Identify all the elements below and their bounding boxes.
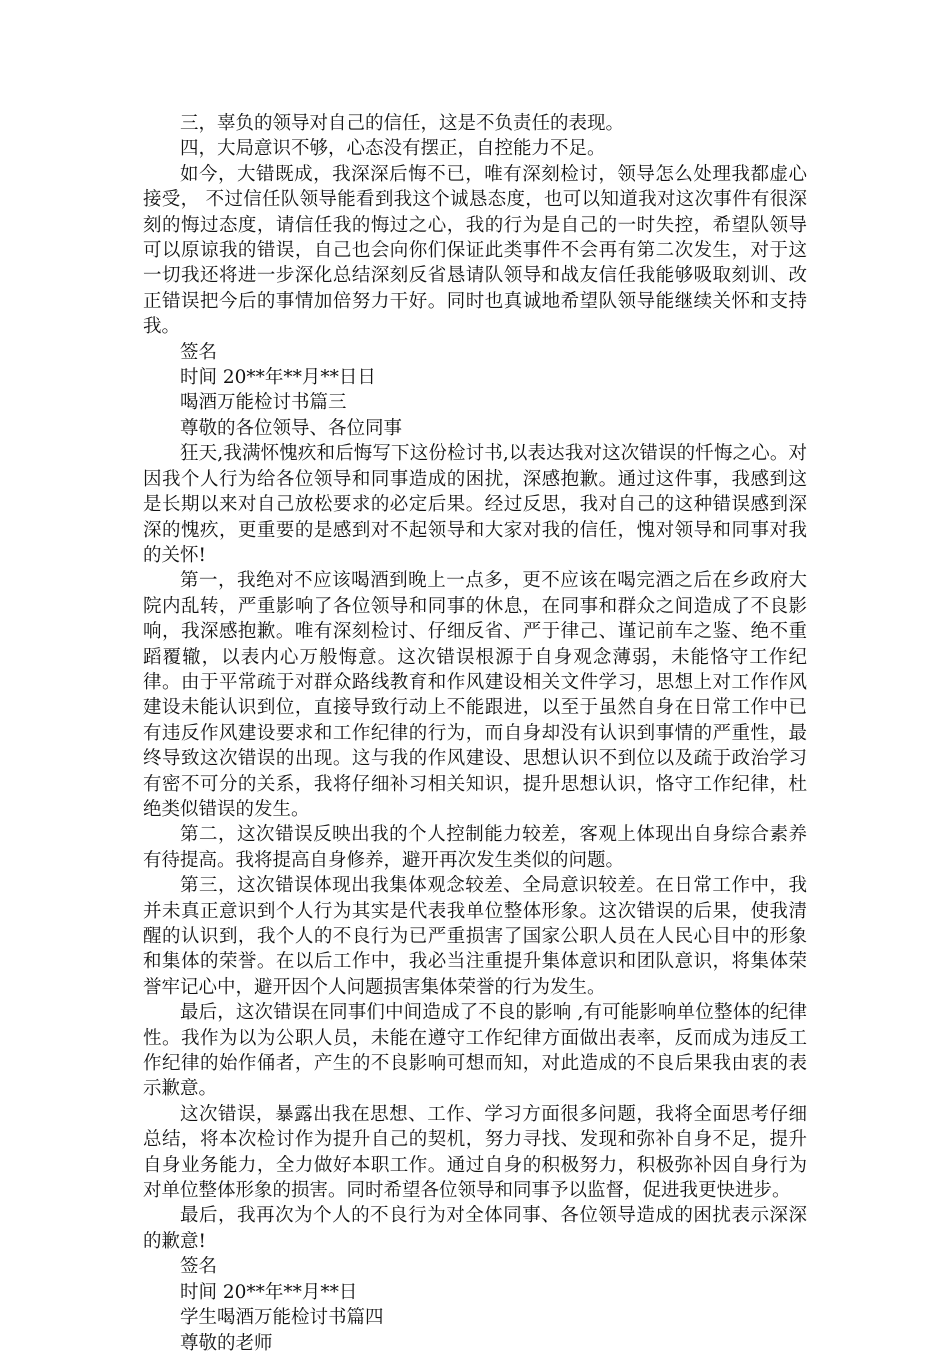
salutation: 尊敬的各位领导、各位同事 xyxy=(180,417,403,439)
paragraph-first: 第一，我绝对不应该喝酒到晚上一点多，更不应该在喝完酒之后在乡政府大院内乱转，严重影响了各位领导和同事的休息，在同事和群众之间造成了不良影响，我深感抱歉。唯有深刻检讨、仔细反省、严于律己、谨记前车之鉴、绝不重蹈覆辙，以表内心万般悔意。这次错误根源于自身观念薄弱，未能恪守工作纪律。由于平常疏于对群众路线教育和作风建设相关文件学习，思想上对工作作风建设未能认识到位，直接导致行动上不能跟进，以至于虽然自身在日常工作中已有违反作风建设要求和工作纪律的行为，而自身却没有认识到事情的严重性，最终导致这次错误的出现。这与我的作风建设、思想认识不到位以及疏于政治学习有密不可分的关系，我将仔细补习相关知识，提升思想认识，恪守工作纪律，杜绝类似错误的发生。 xyxy=(143,570,807,820)
paragraph-reflection: 这次错误，暴露出我在思想、工作、学习方面很多问题，我将全面思考仔细总结，将本次检讨作为提升自己的契机，努力寻找、发现和弥补自身不足，提升自身业务能力，全力做好本职工作。通过自身的积极努力，积极弥补因自身行为对单位整体形象的损害。同时希望各位领导和同事予以监督，促进我更快进步。 xyxy=(143,1103,807,1202)
salutation: 尊敬的老师 xyxy=(180,1332,273,1354)
signature-label: 签名 xyxy=(180,341,218,363)
date-line: 时间 20**年**月**日日 xyxy=(180,367,376,389)
paragraph-finally: 最后，这次错误在同事们中间造成了不良的影响 ,有可能影响单位整体的纪律性。我作为以为公职人员，未能在遵守工作纪律方面做出表率，反而成为违反工作纪律的始作俑者，产生的不良影响可想而知，对此造成的不良后果我由衷的表示歉意。 xyxy=(143,1002,807,1100)
paragraph-third: 第三，这次错误体现出我集体观念较差、全局意识较差。在日常工作中，我并未真正意识到个人行为其实是代表我单位整体形象。这次错误的后果，使我清醒的认识到，我个人的不良行为已严重损害了国家公职人员在人民心目中的形象和集体的荣誉。在以后工作中，我必当注重提升集体意识和团队意识，将集体荣誉牢记心中，避开因个人问题损害集体荣誉的行为发生。 xyxy=(143,875,807,998)
paragraph-intro: 狂天,我满怀愧疚和后悔写下这份检讨书,以表达我对这次错误的忏悔之心。对因我个人行为给各位领导和同事造成的困扰，深感抱歉。通过这件事，我感到这是长期以来对自己放松要求的必定后果。经过反思，我对自己的这种错误感到深深的愧疚，更重要的是感到对不起领导和大家对我的信任，愧对领导和同事对我的关怀! xyxy=(143,443,807,566)
signature-label: 签名 xyxy=(180,1256,218,1278)
paragraph-point-four: 四，大局意识不够，心态没有摆正，自控能力不足。 xyxy=(180,138,606,160)
document-body xyxy=(143,111,807,1356)
paragraph-point-three: 三，辜负的领导对自己的信任，这是不负责任的表现。 xyxy=(180,113,625,134)
paragraph-closing: 最后，我再次为个人的不良行为对全体同事、各位领导造成的困扰表示深深的歉意! xyxy=(143,1205,807,1252)
section-title-three: 喝酒万能检讨书篇三 xyxy=(180,392,347,414)
section-title-four: 学生喝酒万能检讨书篇四 xyxy=(180,1307,384,1329)
paragraph-apology: 如今，大错既成，我深深后悔不已，唯有深刻检讨，领导怎么处理我都虚心接受， 不过信任队领导能看到我这个诚恳态度，也可以知道我对这次事件有很深刻的悔过态度，请信任我的悔过之心，我的行为是自己的一时失控，希望队领导可以原谅我的错误，自己也会向你们保证此类事件不会再有第二次发生，对于这一切我还将进一步深化总结深刻反省恳请队领导和战友信任我能够吸取刻训、改正错误把今后的事情加倍努力干好。同时也真诚地希望队领导能继续关怀和支持我。 xyxy=(143,163,807,338)
date-line: 时间 20**年**月**日 xyxy=(180,1281,358,1303)
paragraph-second: 第二，这次错误反映出我的个人控制能力较差，客观上体现出自身综合素养有待提高。我将提高自身修养，避开再次发生类似的问题。 xyxy=(143,824,807,871)
